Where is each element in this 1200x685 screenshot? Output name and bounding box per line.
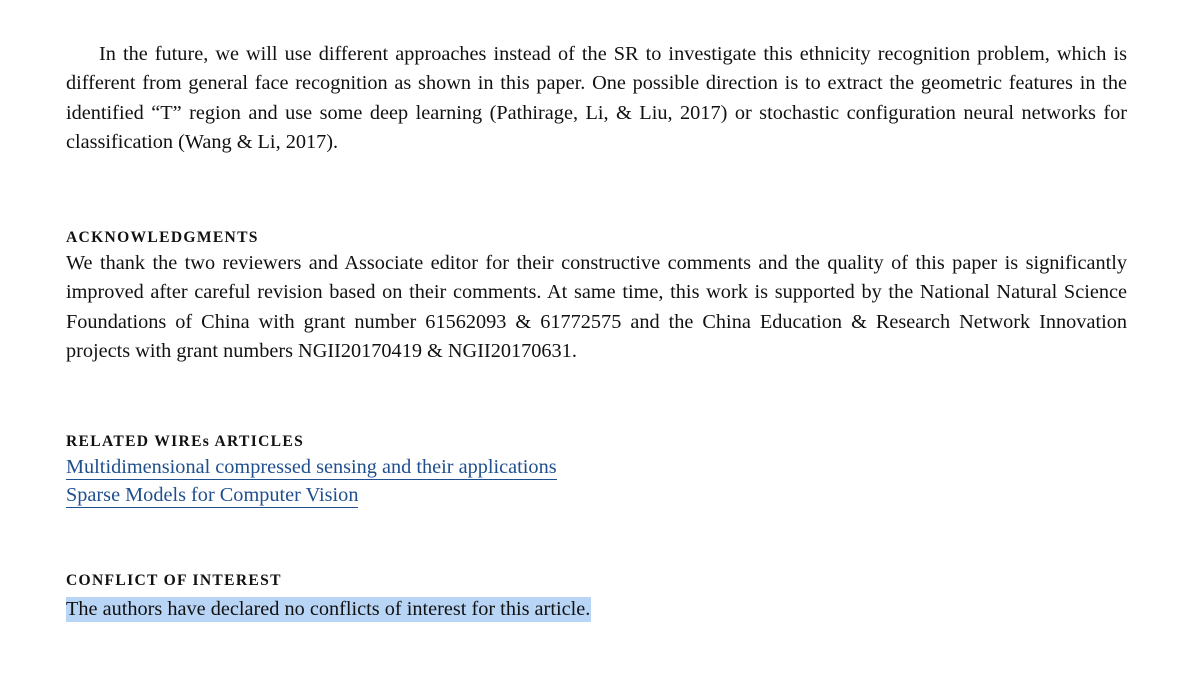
conflict-of-interest-heading: CONFLICT OF INTEREST [66,572,282,590]
related-article-link-1[interactable]: Multidimensional compressed sensing and their applications [66,456,557,479]
conflict-of-interest-section [66,571,1127,621]
acknowledgments-paragraph: We thank the two reviewers and Associate editor for their constructive comments and the quality of this paper is significantly improved after careful revision based on their comments. At same time, this work is supported by the National Natural Science Foundations of China with grant number 61562093 & 61772575 and the China Education & Research Network Innovation projects with grant numbers NGII20170419 & NGII20170631. [66,252,1127,363]
related-articles-section [66,432,1127,511]
conflict-of-interest-statement[interactable] [66,597,1127,621]
document-page [66,40,1127,621]
related-article-link-2[interactable]: Sparse Models for Computer Vision [66,484,359,507]
selected-text-highlight[interactable]: The authors have declared no conflicts of interest for this article. [66,598,591,621]
acknowledgments-heading: ACKNOWLEDGMENTS [66,229,259,247]
related-articles-heading: RELATED WIREs ARTICLES [66,433,305,451]
related-articles-list [66,455,1127,511]
acknowledgments-section [66,228,1127,366]
intro-paragraph: In the future, we will use different approaches instead of the SR to investigate this ethnicity recognition problem, which is different from general face recognition as shown in this paper. One possible direction is to extract the geometric features in the identified “T” region and use some deep learning (Pathirage, Li, & Liu, 2017) or stochastic configuration neural networks for classification (Wang & Li, 2017). [66,43,1127,153]
